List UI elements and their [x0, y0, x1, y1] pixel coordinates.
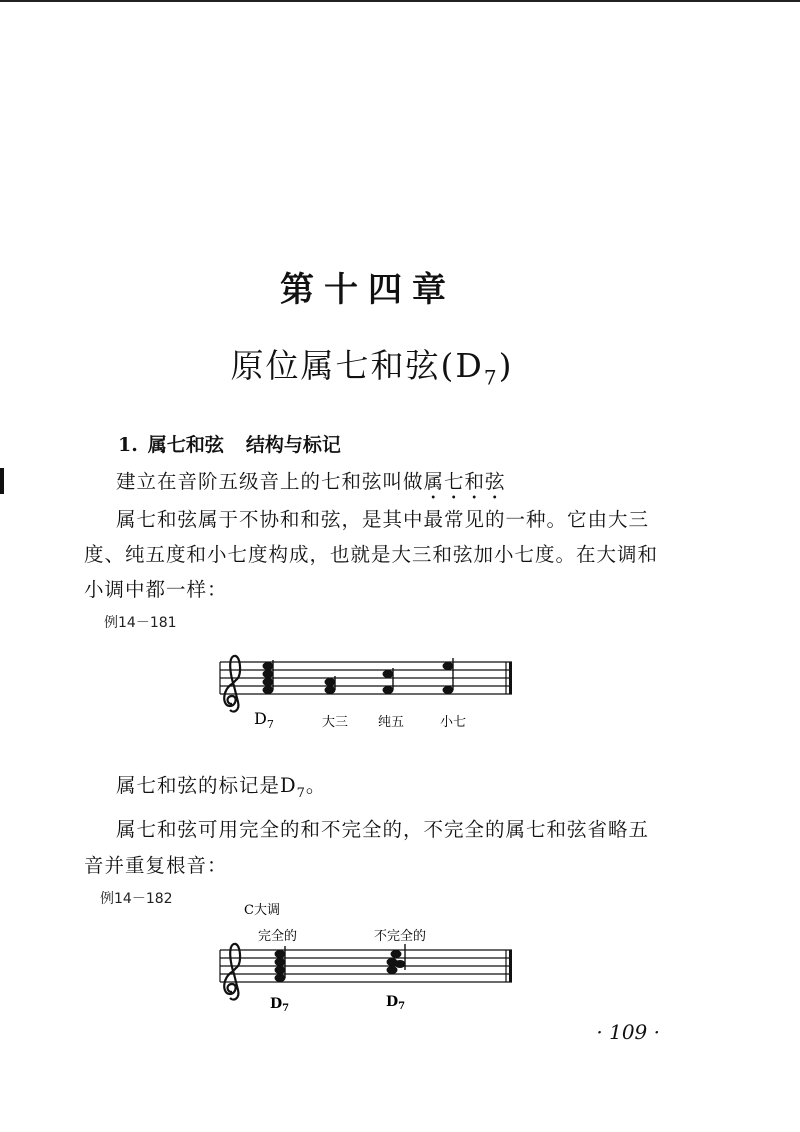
- incomplete-d7-chord-notes: [387, 944, 406, 974]
- top-border: [0, 0, 800, 2]
- chord-label-d7-incomplete: $D_7$: [386, 994, 406, 1012]
- staff-lines: [220, 950, 512, 982]
- section-subtitle: 结构与标记: [245, 434, 341, 456]
- key-label: C大调: [244, 903, 280, 918]
- complete-d7-chord-notes: [275, 946, 286, 982]
- section-heading: [118, 430, 341, 457]
- paragraph-structure-line-1: 属七和弦属于不协和和弦，是其中最常见的一种。它由大三: [116, 508, 650, 531]
- music-staff-example-182: [0, 896, 800, 1016]
- interval-label-perfect-fifth: 纯五: [378, 715, 405, 730]
- chord-d7-notes: [263, 660, 274, 694]
- chapter-title: 原位属七和弦$(D_7)$: [230, 346, 514, 390]
- interval-major-third-notes: [325, 676, 336, 694]
- interval-perfect-fifth-notes: [383, 668, 394, 694]
- paragraph-structure-line-2: 度、纯五度和小七度构成，也就是大三和弦加小七度。在大调和: [84, 543, 659, 566]
- paragraph-complete-incomplete-line-1: 属七和弦可用完全的和不完全的，不完全的属七和弦省略五: [116, 818, 650, 841]
- section-number: 1.: [118, 434, 138, 456]
- music-staff-example-181: [0, 640, 800, 740]
- interval-label-major-third: 大三: [322, 715, 349, 730]
- paragraph-notation: 属七和弦的标记是$D_7$。: [116, 774, 327, 801]
- treble-clef-icon: [224, 944, 240, 1000]
- interval-label-minor-seventh: 小七: [440, 715, 467, 730]
- page-number: · 109 ·: [596, 1020, 660, 1044]
- interval-minor-seventh-notes: [443, 658, 454, 694]
- paragraph-complete-incomplete-line-2: 音并重复根音：: [84, 854, 228, 877]
- treble-clef-icon: [224, 656, 240, 712]
- final-barline-thick: [509, 950, 512, 982]
- incomplete-chord-label: 不完全的: [374, 929, 427, 944]
- scan-margin-mark: [0, 468, 4, 494]
- paragraph-structure-line-3: 小调中都一样：: [84, 578, 228, 601]
- complete-chord-label: 完全的: [258, 929, 298, 944]
- chord-label-d7: $D_7$: [254, 709, 274, 731]
- chord-label-d7-complete: $D_7$: [270, 996, 290, 1014]
- example-label-182: 例14－182: [100, 891, 173, 907]
- final-barline-thick: [509, 662, 512, 694]
- chapter-heading: 第十四章: [280, 270, 456, 310]
- example-label-181: 例14－181: [104, 615, 177, 631]
- section-title: 属七和弦: [147, 434, 224, 456]
- paragraph-definition: 建立在音阶五级音上的七和弦叫做属七和弦: [116, 470, 506, 493]
- emphasized-term: 属七和弦: [423, 470, 506, 493]
